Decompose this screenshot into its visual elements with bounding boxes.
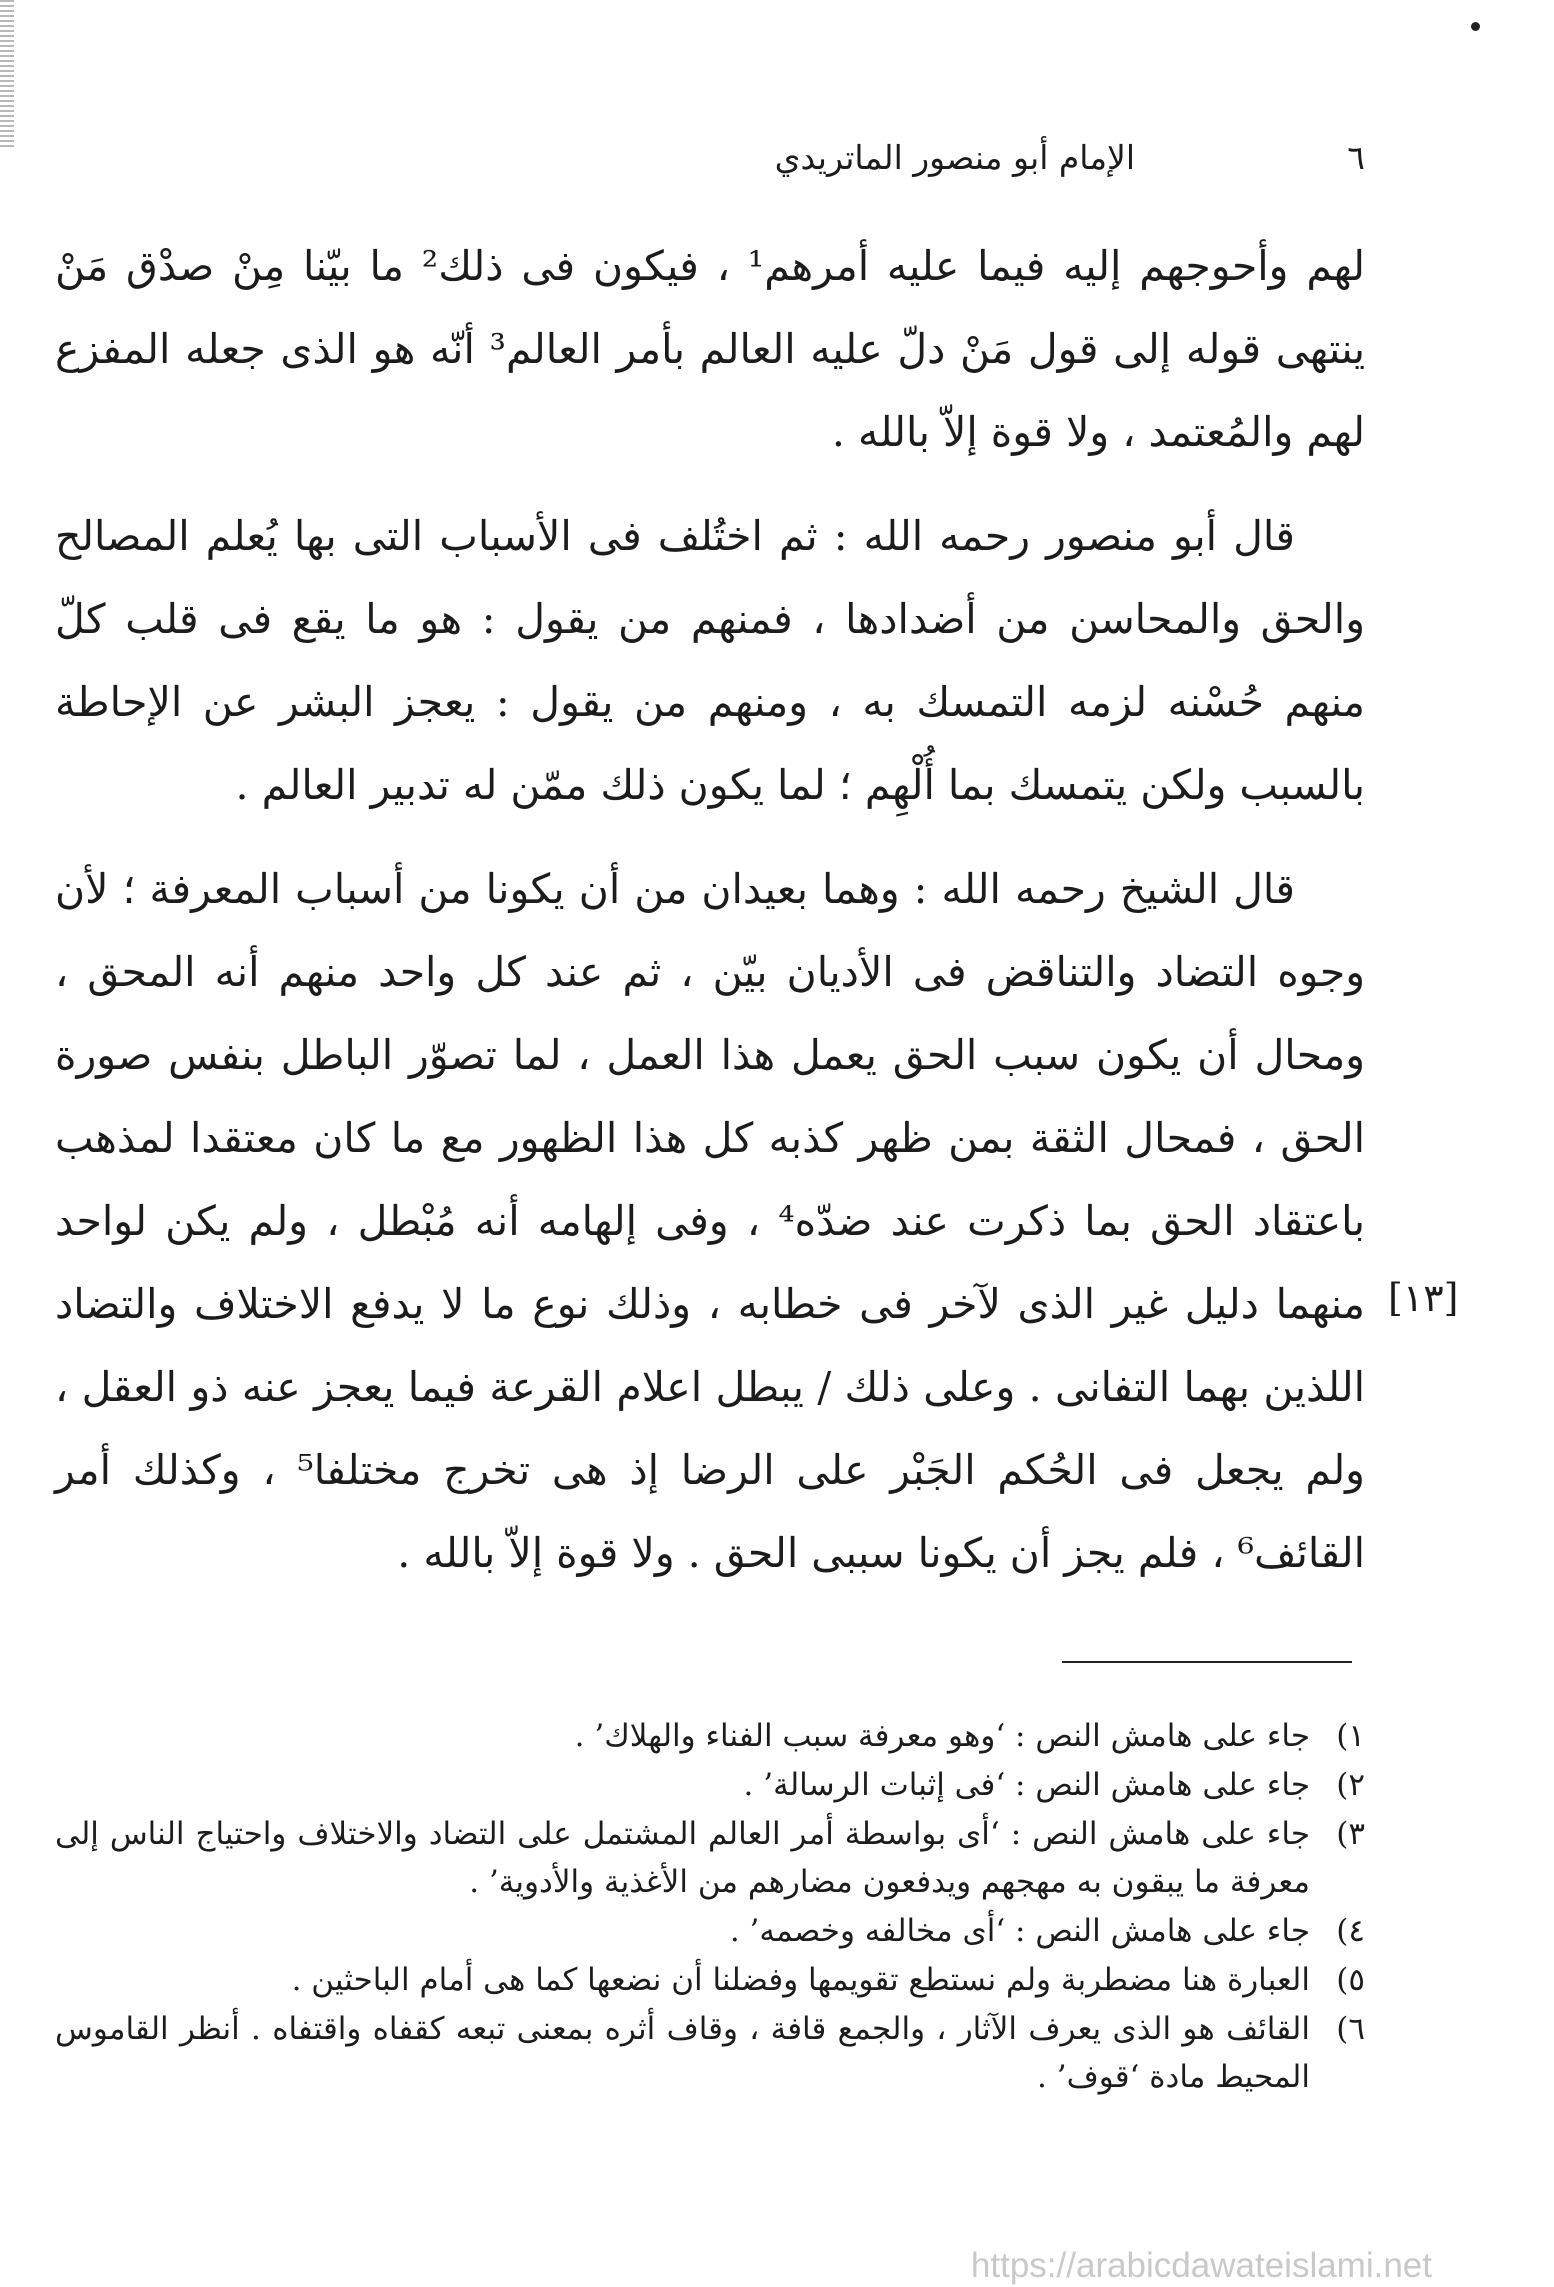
footnotes-list	[55, 1712, 1365, 2102]
footnote-number: ٥)	[1336, 1962, 1365, 1998]
scan-edge	[0, 0, 14, 150]
footnote-text: جاء على هامش النص : ‘أى مخالفه وخصمه’ .	[729, 1913, 1310, 1949]
running-title: الإمام أبو منصور الماتريدي	[774, 138, 1135, 177]
footnote-text: جاء على هامش النص : ‘وهو معرفة سبب الفناء والهلاك’ .	[574, 1718, 1310, 1754]
footnote	[55, 1907, 1365, 1955]
page-header	[480, 138, 1365, 188]
folio-marker: [١٣]	[1388, 1276, 1459, 1320]
footnote-text: جاء على هامش النص : ‘أى بواسطة أمر العالم المشتمل على التضاد والاختلاف واحتياج الناس إلى معرفة ما يبقون به مهجهم ويدفعون مضارهم من الأغذية والأدوية’ .	[55, 1816, 1310, 1900]
ink-dot	[1471, 22, 1480, 31]
footnote-text: جاء على هامش النص : ‘فى إثبات الرسالة’ .	[743, 1767, 1310, 1803]
footnote	[55, 1810, 1365, 1906]
watermark-url: https://arabicdawateislami.net	[970, 2246, 1432, 2285]
footnote-number: ٣)	[1336, 1816, 1365, 1852]
footnote-number: ١)	[1336, 1718, 1365, 1754]
footnote-number: ٢)	[1336, 1767, 1365, 1803]
paragraph: قال أبو منصور رحمه الله : ثم اختُلف فى الأسباب التى بها يُعلم المصالح والحق والمحاسن من أضدادها ، فمنهم من يقول : هو ما يقع فى قلب كلّ منهم حُسْنه لزمه التمسك به ، ومنهم من يقول : يعجز البشر عن الإحاطة بالسبب ولكن يتمسك بما أُلْهِم ؛ لما يكون ذلك ممّن له تدبير العالم .	[55, 512, 1365, 809]
footnote-text: العبارة هنا مضطربة ولم نستطع تقويمها وفضلنا أن نضعها كما هى أمام الباحثين .	[291, 1962, 1310, 1998]
footnote	[55, 1761, 1365, 1809]
footnote-separator	[1062, 1661, 1352, 1663]
footnote-number: ٦)	[1336, 2011, 1365, 2047]
footnote-number: ٤)	[1336, 1913, 1365, 1949]
footnote	[55, 2005, 1365, 2101]
page-number: ٦	[1347, 138, 1365, 177]
main-text	[55, 225, 1365, 1595]
footnote	[55, 1712, 1365, 1760]
footnote-text: القائف هو الذى يعرف الآثار ، والجمع قافة ، وقاف أثره بمعنى تبعه كقفاه واقتفاه . أنظر القاموس المحيط مادة ‘قوف’ .	[55, 2011, 1310, 2095]
footnote	[55, 1956, 1365, 2004]
paragraph: لهم وأحوجهم إليه فيما عليه أمرهم¹ ، فيكون فى ذلك² ما بيّنا مِنْ صدْق مَنْ ينتهى قوله إلى قول مَنْ دلّ عليه العالم بأمر العالم³ أنّه هو الذى جعله المفزع لهم والمُعتمد ، ولا قوة إلاّ بالله .	[55, 242, 1365, 456]
paragraph: قال الشيخ رحمه الله : وهما بعيدان من أن يكونا من أسباب المعرفة ؛ لأن وجوه التضاد والتناقض فى الأديان بيّن ، ثم عند كل واحد منهم أنه المحق ، ومحال أن يكون سبب الحق يعمل هذا العمل ، لما تصوّر الباطل بنفس صورة الحق ، فمحال الثقة بمن ظهر كذبه كل هذا الظهور مع ما كان معتقدا لمذهب باعتقاد الحق بما ذكرت عند ضدّه⁴ ، وفى إلهامه أنه مُبْطل ، ولم يكن لواحد منهما دليل غير الذى لآخر فى خطابه ، وذلك نوع ما لا يدفع الاختلاف والتضاد اللذين بهما التفانى . وعلى ذلك / يبطل اعلام القرعة فيما يعجز عنه ذو العقل ، ولم يجعل فى الحُكم الجَبْر على الرضا إذ هى تخرج مختلفا⁵ ، وكذلك أمر القائف⁶ ، فلم يجز أن يكونا سببى الحق . ولا قوة إلاّ بالله .	[55, 865, 1365, 1577]
